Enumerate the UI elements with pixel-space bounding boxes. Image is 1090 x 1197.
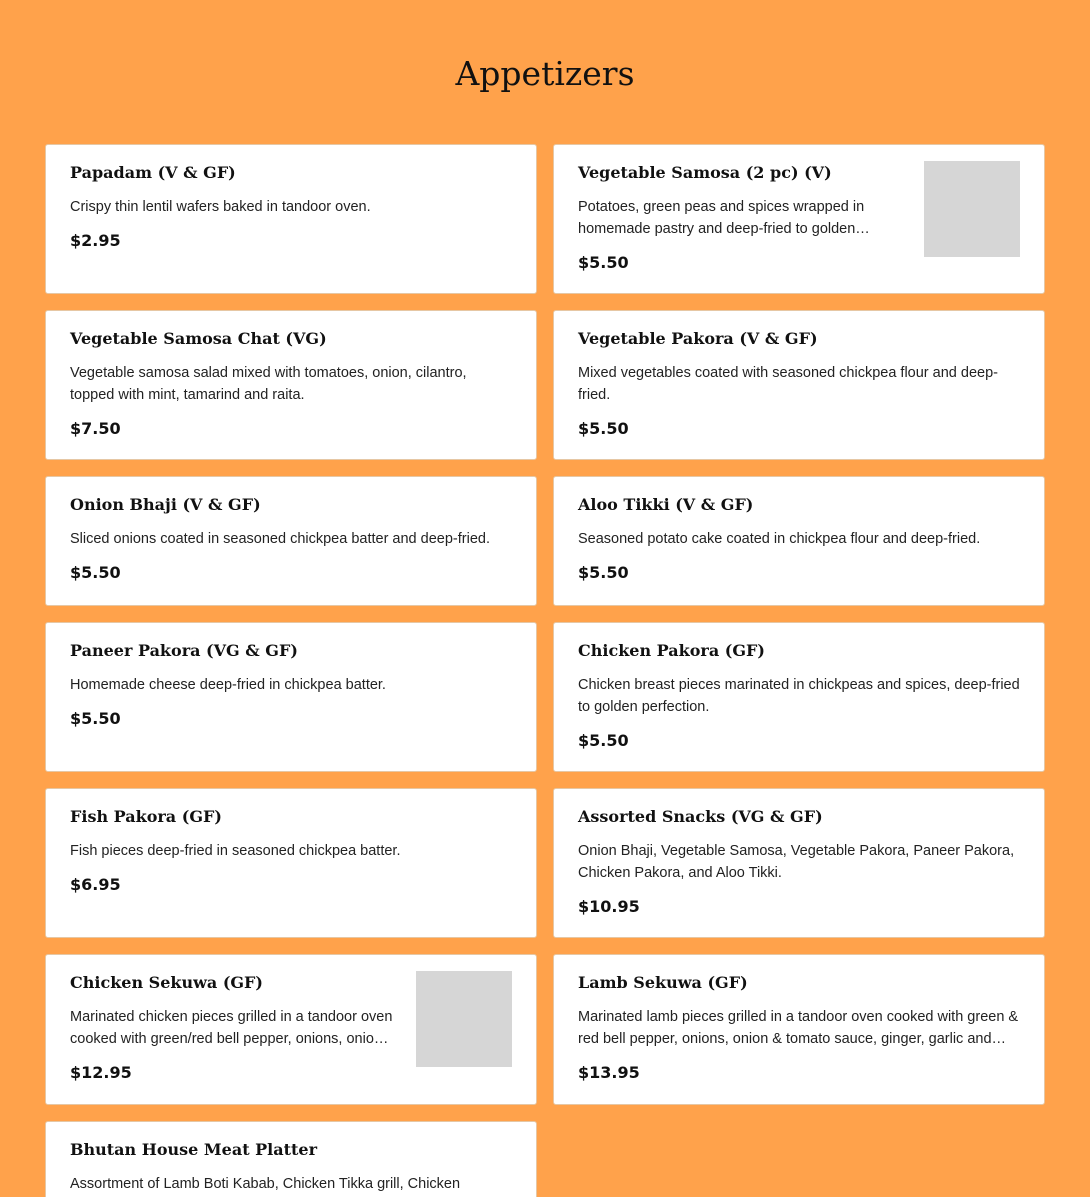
menu-item-price: $12.95 — [70, 1063, 132, 1082]
menu-item-image — [416, 971, 512, 1067]
menu-item-name: Paneer Pakora (VG & GF) — [70, 641, 298, 660]
menu-item-text — [578, 640, 1022, 752]
menu-item-text — [70, 162, 514, 252]
menu-item-price: $5.50 — [578, 419, 629, 438]
menu-item-card[interactable] — [45, 476, 537, 606]
menu-item-name: Vegetable Samosa (2 pc) (V) — [578, 163, 832, 182]
menu-item-price: $7.50 — [70, 419, 121, 438]
menu-item-card[interactable] — [45, 310, 537, 460]
menu-item-price: $10.95 — [578, 897, 640, 916]
menu-item-name: Papadam (V & GF) — [70, 163, 236, 182]
menu-item-description: Assortment of Lamb Boti Kabab, Chicken Tikka grill, Chicken — [70, 1176, 461, 1192]
menu-items-grid — [45, 144, 1045, 1197]
menu-item-text — [578, 162, 904, 274]
menu-item-card[interactable] — [45, 1121, 537, 1197]
menu-item-text — [578, 328, 1022, 440]
menu-item-card[interactable] — [553, 144, 1045, 294]
menu-item-name: Assorted Snacks (VG & GF) — [578, 807, 823, 826]
menu-item-description: Seasoned potato cake coated in chickpea flour and deep-fried. — [578, 531, 981, 547]
menu-item-card[interactable] — [45, 788, 537, 938]
menu-item-name: Lamb Sekuwa (GF) — [578, 973, 748, 992]
menu-item-text — [70, 1139, 514, 1195]
menu-item-price: $5.50 — [578, 731, 629, 750]
menu-item-text — [578, 806, 1022, 918]
menu-item-text — [70, 328, 514, 440]
menu-item-name: Chicken Pakora (GF) — [578, 641, 765, 660]
menu-item-description: Mixed vegetables coated with seasoned chickpea flour and deep-fried. — [578, 365, 998, 403]
menu-item-price: $5.50 — [70, 709, 121, 728]
menu-item-card[interactable] — [553, 954, 1045, 1105]
menu-item-description: Vegetable samosa salad mixed with tomatoes, onion, cilantro, topped with mint, tamarind and raita. — [70, 365, 467, 403]
menu-item-card[interactable] — [45, 954, 537, 1105]
menu-item-description: Marinated lamb pieces grilled in a tandoor oven cooked with green & red bell pepper, onions, onion & tomato sauce, ginger, garlic and — [578, 1009, 1019, 1047]
menu-item-card[interactable] — [553, 310, 1045, 460]
menu-item-name: Vegetable Samosa Chat (VG) — [70, 329, 327, 348]
menu-item-description: Homemade cheese deep-fried in chickpea batter. — [70, 677, 386, 693]
menu-item-image — [924, 161, 1020, 257]
menu-item-description: Crispy thin lentil wafers baked in tandoor oven. — [70, 199, 371, 215]
menu-item-price: $13.95 — [578, 1063, 640, 1082]
menu-item-card[interactable] — [45, 622, 537, 772]
menu-item-text — [70, 640, 514, 730]
menu-item-card[interactable] — [553, 622, 1045, 772]
menu-item-description: Marinated chicken pieces grilled in a tandoor oven cooked with green/red bell pepper, onions, onion & — [70, 1009, 396, 1047]
section-title: Appetizers — [455, 54, 635, 93]
menu-item-price: $5.50 — [578, 563, 629, 582]
menu-item-price: $5.50 — [70, 563, 121, 582]
menu-item-text — [70, 494, 514, 584]
menu-item-name: Fish Pakora (GF) — [70, 807, 222, 826]
menu-item-name: Bhutan House Meat Platter — [70, 1140, 318, 1159]
menu-item-text — [70, 806, 514, 896]
menu-item-text — [578, 494, 1022, 584]
menu-item-card[interactable] — [553, 476, 1045, 606]
menu-item-price: $6.95 — [70, 875, 121, 894]
menu-item-name: Onion Bhaji (V & GF) — [70, 495, 261, 514]
menu-item-description: Potatoes, green peas and spices wrapped in homemade pastry and deep-fried to golden — [578, 199, 865, 237]
menu-item-price: $2.95 — [70, 231, 121, 250]
menu-item-description: Sliced onions coated in seasoned chickpea batter and deep-fried. — [70, 531, 490, 547]
menu-item-text — [70, 972, 396, 1084]
menu-item-description: Onion Bhaji, Vegetable Samosa, Vegetable Pakora, Paneer Pakora, Chicken Pakora, and Aloo Tikki. — [578, 843, 1015, 881]
menu-item-name: Aloo Tikki (V & GF) — [578, 495, 754, 514]
menu-item-card[interactable] — [553, 788, 1045, 938]
menu-item-card[interactable] — [45, 144, 537, 294]
menu-item-name: Chicken Sekuwa (GF) — [70, 973, 263, 992]
menu-item-text — [578, 972, 1022, 1084]
menu-item-name: Vegetable Pakora (V & GF) — [578, 329, 818, 348]
menu-item-price: $5.50 — [578, 253, 629, 272]
menu-item-description: Chicken breast pieces marinated in chickpeas and spices, deep-fried to golden perfection. — [578, 677, 1020, 715]
menu-item-description: Fish pieces deep-fried in seasoned chickpea batter. — [70, 843, 401, 859]
